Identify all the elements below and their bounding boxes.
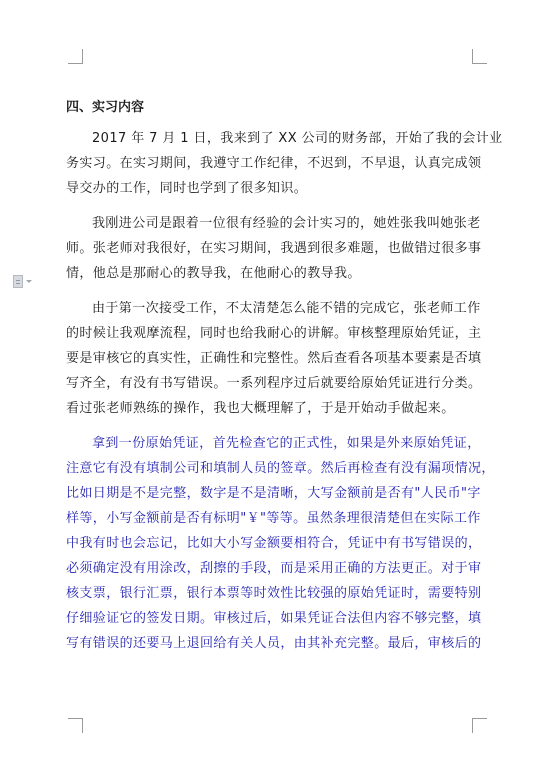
text-line: 拿到一份原始凭证，首先检查它的正式性，如果是外来原始凭证， — [92, 436, 481, 451]
text-line: 师。张老师对我很好，在实习期间，我遇到很多难题，也做错过很多事 — [66, 241, 482, 256]
document-icon[interactable] — [13, 273, 35, 289]
text-line: 中我有时也会忘记，比如大小写金额要相符合，凭证中有书写错误的， — [66, 536, 482, 551]
text-line: 写齐全，有没有书写错误。一系列程序过后就要给原始凭证进行分类。 — [66, 376, 482, 391]
text-line: 写有错误的还要马上退回给有关人员，由其补充完整。最后，审核后的 — [66, 636, 482, 651]
chevron-down-icon — [26, 280, 32, 283]
document-body[interactable] — [66, 98, 503, 666]
text-line: 我刚进公司是跟着一位很有经验的会计实习的，她姓张我叫她张老 — [92, 216, 481, 231]
text-line: 核支票，银行汇票，银行本票等时效性比较强的原始凭证时，需要特别 — [66, 586, 482, 601]
crop-mark-top-left — [68, 49, 83, 64]
text-line: 比如日期是不是完整，数字是不是清晰，大写金额前是否有"人民币"字 — [66, 486, 481, 501]
page-sheet-icon — [13, 275, 23, 288]
text-line: 情，他总是那耐心的教导我，在他耐心的教导我。 — [66, 266, 361, 281]
text-line: 必须确定没有用涂改，刮擦的手段，而是采用正确的方法更正。对于审 — [66, 561, 482, 576]
text-line: 要是审核它的真实性，正确性和完整性。然后查看各项基本要素是否填 — [66, 351, 482, 366]
crop-mark-bottom-right — [472, 718, 487, 733]
text-line: 仔细验证它的签发日期。审核过后，如果凭证合法但内容不够完整，填 — [66, 611, 482, 626]
section-heading: 四、实习内容 — [66, 100, 145, 115]
text-line: 注意它有没有填制公司和填制人员的签章。然后再检查有没有漏项情况， — [66, 461, 495, 476]
text-line: 2017 年 7 月 1 日，我来到了 XX 公司的财务部，开始了我的会计业 — [92, 131, 503, 146]
text-line: 由于第一次接受工作，不太清楚怎么能不错的完成它，张老师工作 — [92, 301, 481, 316]
text-line: 看过张老师熟练的操作，我也大概理解了，于是开始动手做起来。 — [66, 401, 455, 416]
text-line: 的时候让我观摩流程，同时也给我耐心的讲解。审核整理原始凭证，主 — [66, 326, 482, 341]
paragraph — [66, 211, 482, 286]
text-line: 导交办的工作，同时也学到了很多知识。 — [66, 181, 308, 196]
paragraph — [66, 126, 503, 201]
text-line: 务实习。在实习期间，我遵守工作纪律，不迟到，不早退，认真完成领 — [66, 156, 482, 171]
paragraph-highlighted — [66, 431, 495, 656]
paragraph — [66, 296, 482, 421]
crop-mark-top-right — [472, 49, 487, 64]
text-line: 样等，小写金额前是否有标明"￥"等等。虽然条理很清楚但在实际工作 — [66, 511, 481, 526]
crop-mark-bottom-left — [68, 718, 83, 733]
